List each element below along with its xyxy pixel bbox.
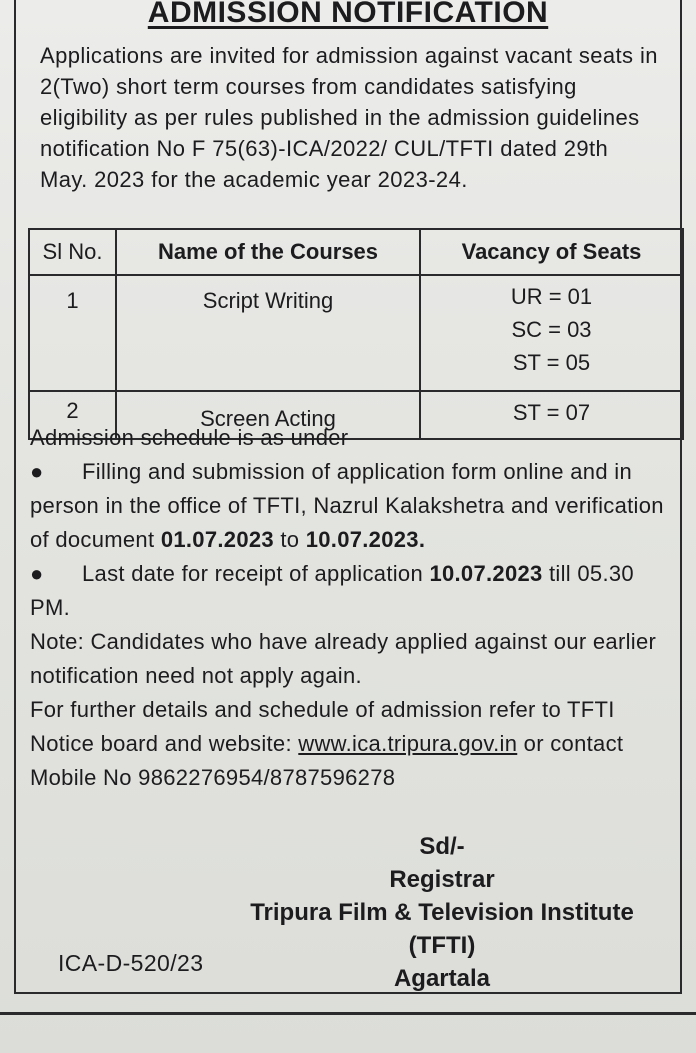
row-course-name: Screen Acting xyxy=(116,391,420,439)
bullet-2-text: Last date for receipt of application xyxy=(82,561,424,586)
notice-body xyxy=(30,421,680,795)
signature-block xyxy=(200,830,684,995)
header-sl-no: Sl No. xyxy=(29,229,116,275)
vacancy-table xyxy=(28,228,684,440)
seat-sc: SC = 03 xyxy=(511,317,592,342)
to-word: to xyxy=(280,527,300,552)
seat-st: ST = 07 xyxy=(512,400,591,425)
sd-mark: Sd/- xyxy=(419,833,465,860)
row-course-name: Script Writing xyxy=(116,275,420,391)
schedule-bullet-1 xyxy=(30,455,680,557)
notice-title: ADMISSION NOTIFICATION xyxy=(147,0,549,29)
note-text: Note: Candidates who have already applied against our earlier notification need not apply again. xyxy=(30,629,657,688)
bottom-rule xyxy=(0,1012,696,1015)
institute-name: Tripura Film & Television Institute xyxy=(250,899,634,926)
designation: Registrar xyxy=(389,866,495,893)
further-text: For further details and schedule of admission refer to TFTI Notice board and website: xyxy=(30,697,615,756)
reference-number: ICA-D-520/23 xyxy=(58,950,204,976)
header-vacancy: Vacancy of Seats xyxy=(420,229,683,275)
schedule-bullet-2 xyxy=(30,557,680,625)
table-header-row xyxy=(29,229,683,275)
contact-text: or contact Mobile No 9862276954/8787596278 xyxy=(30,731,624,790)
bullet-1-text: Filling and submission of application form online and in person in the office of TFTI, Nazrul Kalakshetra and verification of document xyxy=(30,459,664,552)
bullet-icon: ● xyxy=(30,459,44,484)
city: Agartala xyxy=(393,965,491,992)
seat-ur: UR = 01 xyxy=(510,284,593,309)
end-date: 10.07.2023. xyxy=(305,527,426,552)
further-details xyxy=(30,693,680,795)
bullet-icon: ● xyxy=(30,561,44,586)
row-sl-no: 2 xyxy=(29,391,116,439)
website-link[interactable]: www.ica.tripura.gov.in xyxy=(298,731,518,756)
row-sl-no: 1 xyxy=(29,275,116,391)
table-row xyxy=(29,275,683,391)
till-word: till xyxy=(548,561,571,586)
intro-paragraph: Applications are invited for admission against vacant seats in 2(Two) short term courses from candidates satisfying eligibility as per rules published in the admission guidelines notification No F 75(63)-ICA/2022/ CUL/TFTI dated 29th May. 2023 for the academic year 2023-24. xyxy=(40,43,658,192)
seat-st: ST = 05 xyxy=(512,350,591,375)
schedule-heading: Admission schedule is as under xyxy=(30,425,349,450)
last-time: 05.30 PM. xyxy=(30,561,634,620)
header-course-name: Name of the Courses xyxy=(116,229,420,275)
start-date: 01.07.2023 xyxy=(160,527,274,552)
institute-abbr: (TFTI) xyxy=(408,932,476,959)
last-date: 10.07.2023 xyxy=(429,561,543,586)
row-vacancy xyxy=(420,275,683,391)
